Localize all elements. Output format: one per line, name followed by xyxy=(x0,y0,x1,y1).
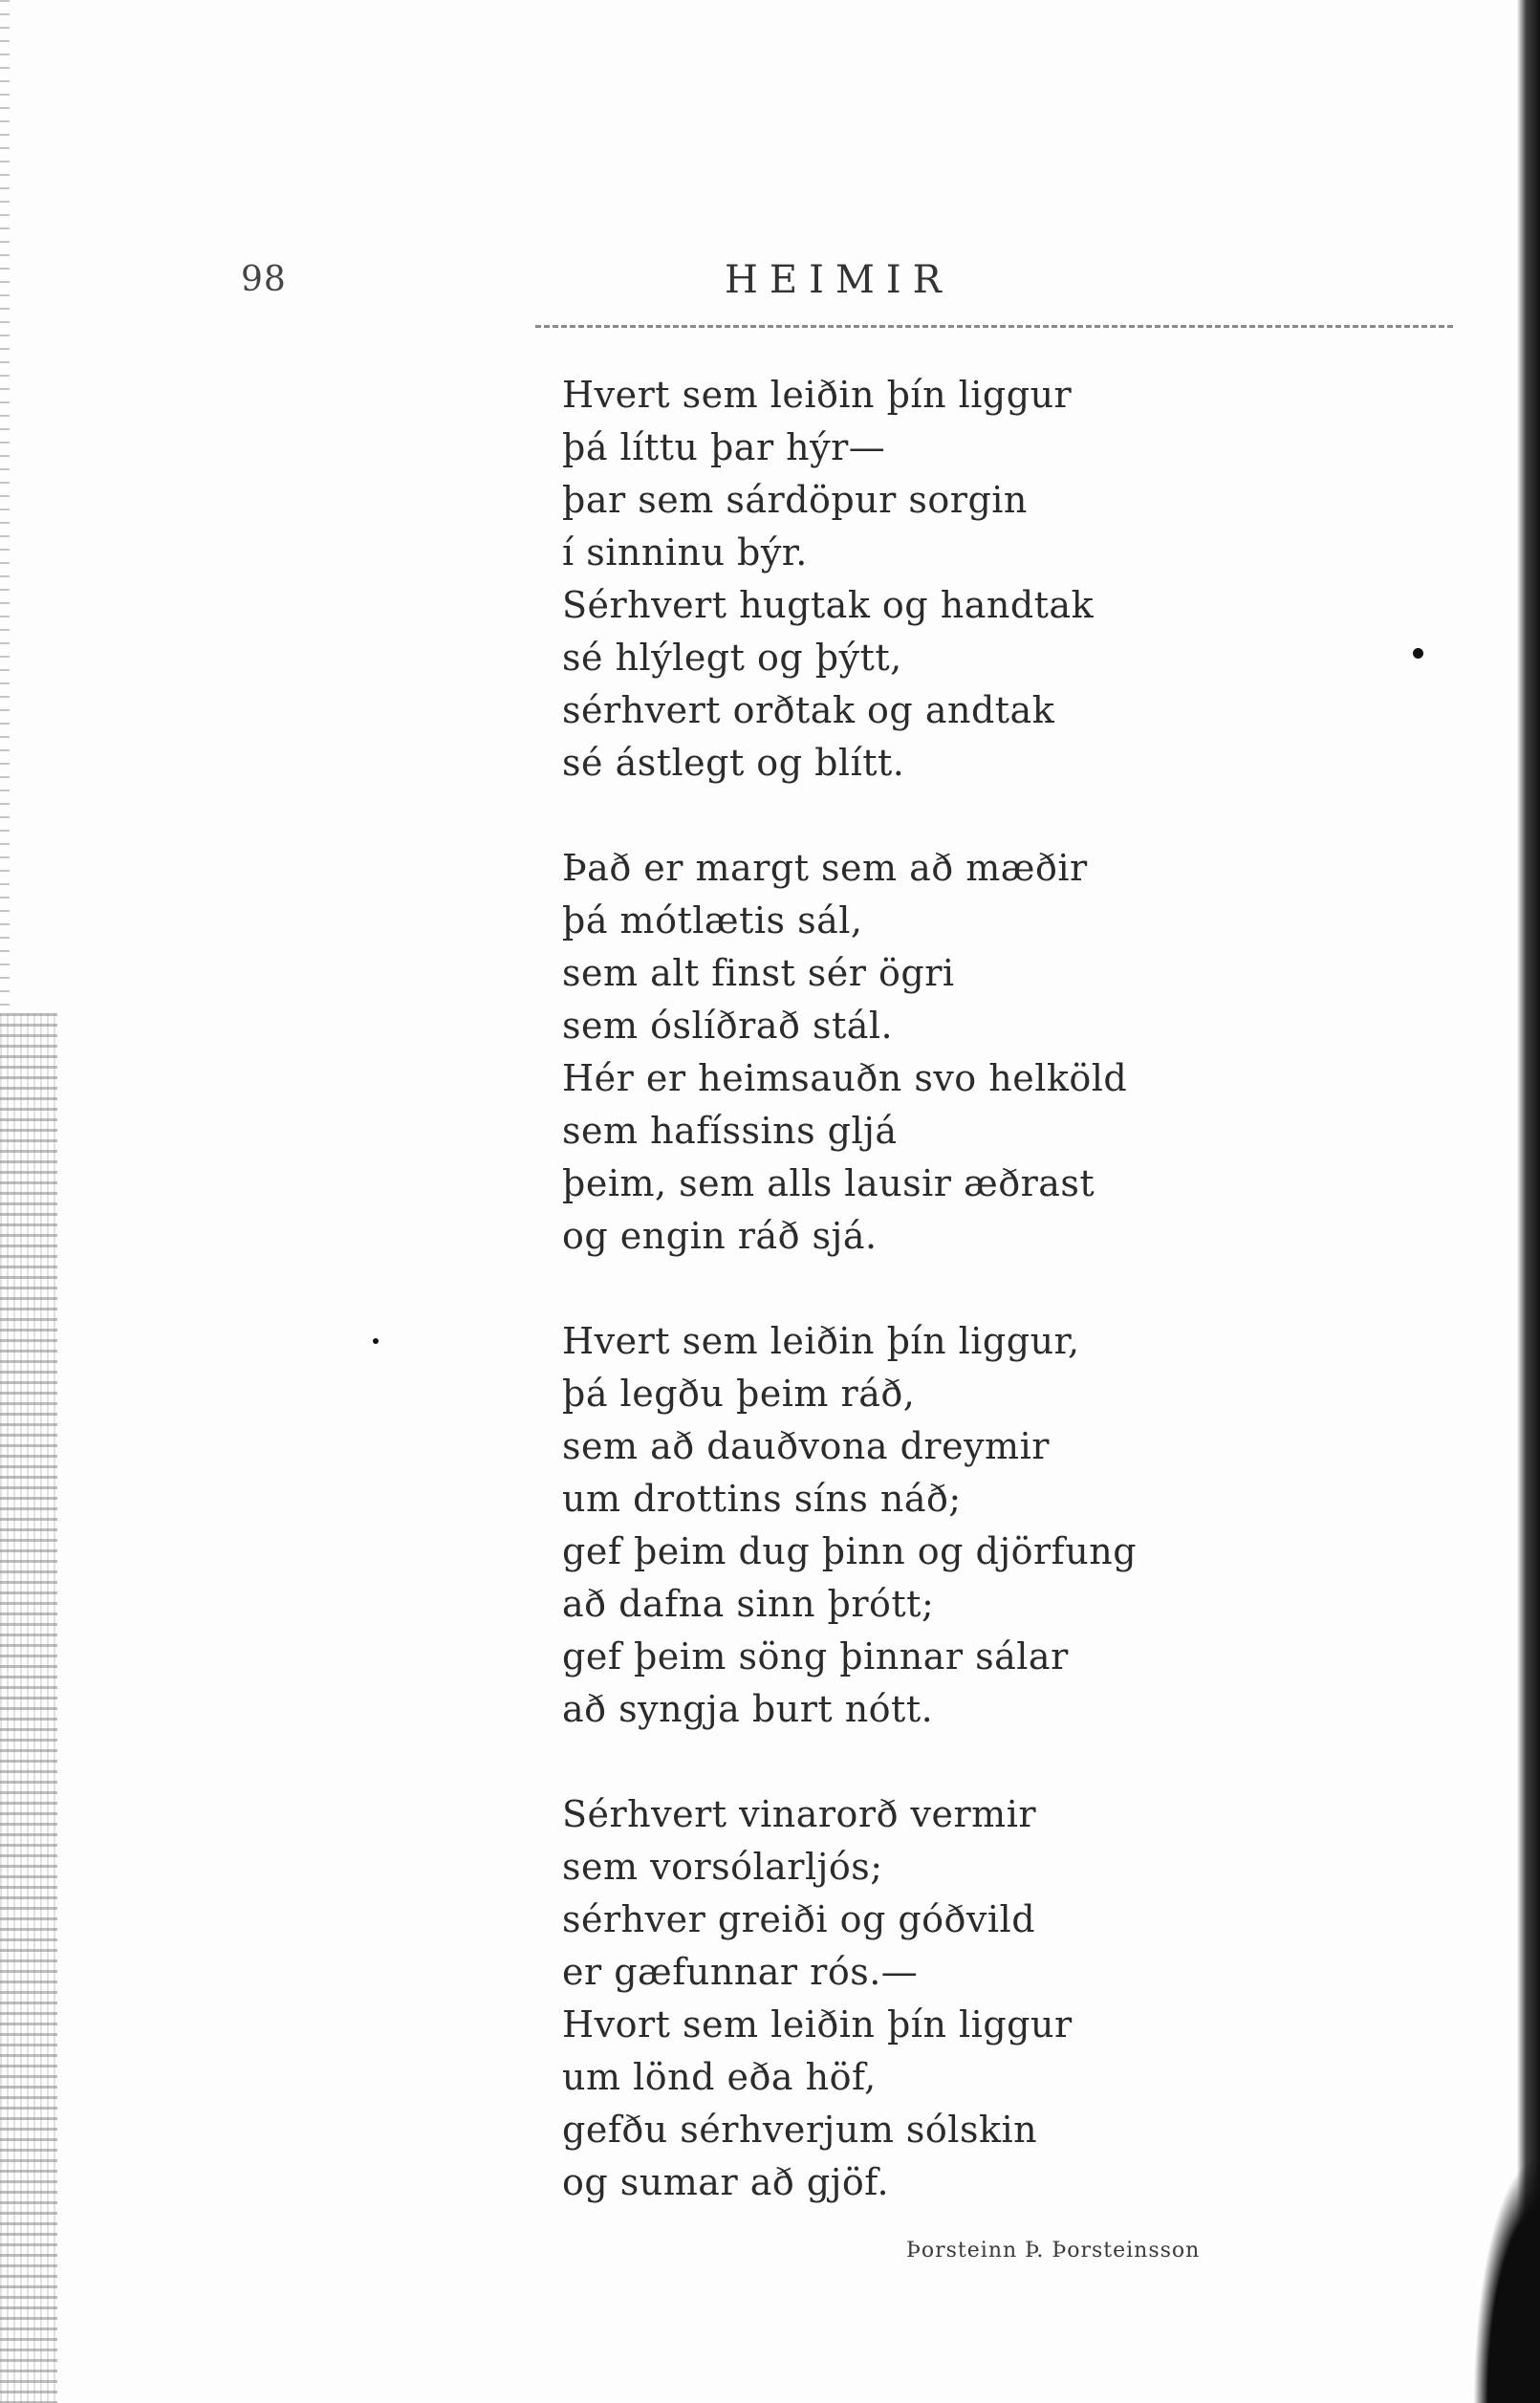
poem-line: Sérhvert vinarorð vermir xyxy=(562,1793,1037,1835)
binding-edge-noise xyxy=(0,1013,57,2403)
running-header-title: HEIMIR xyxy=(725,258,953,302)
stanza-1 xyxy=(562,369,1403,790)
poem-line: sem hafíssins gljá xyxy=(562,1110,898,1152)
binding-edge-top xyxy=(0,0,10,1013)
poem-line: sérhvert orðtak og andtak xyxy=(562,689,1055,731)
header-rule xyxy=(535,325,1453,328)
poem-line: sérhver greiði og góðvild xyxy=(562,1898,1036,1940)
page-right-edge-shadow xyxy=(1517,0,1540,2403)
poem-line: og engin ráð sjá. xyxy=(562,1215,878,1257)
page-number: 98 xyxy=(241,260,287,299)
poem-line: Hvort sem leiðin þín liggur xyxy=(562,2003,1073,2046)
poem-line: í sinninu býr. xyxy=(562,531,808,574)
poem-line: sem alt finst sér ögri xyxy=(562,952,955,994)
poem-line: þá mótlætis sál, xyxy=(562,899,863,942)
author-signature: Þorsteinn Þ. Þorsteinsson xyxy=(906,2239,1201,2262)
ink-speck xyxy=(373,1338,379,1344)
poem-line: þeim, sem alls lausir æðrast xyxy=(562,1162,1095,1204)
poem-line: um lönd eða höf, xyxy=(562,2056,877,2098)
poem-line: þar sem sárdöpur sorgin xyxy=(562,479,1028,521)
poem-line: sé hlýlegt og þýtt, xyxy=(562,637,902,679)
poem-body xyxy=(562,369,1403,2209)
poem-line: sé ástlegt og blítt. xyxy=(562,742,905,784)
poem-line: að syngja burt nótt. xyxy=(562,1688,934,1730)
poem-line: gef þeim dug þinn og djörfung xyxy=(562,1530,1138,1572)
poem-line: er gæfunnar rós.— xyxy=(562,1951,919,1993)
poem-line: Hvert sem leiðin þín liggur xyxy=(562,374,1073,416)
poem-line: sem að dauðvona dreymir xyxy=(562,1425,1050,1467)
poem-line: sem óslíðrað stál. xyxy=(562,1005,894,1047)
poem-line: þá legðu þeim ráð, xyxy=(562,1373,916,1415)
poem-line: um drottins síns náð; xyxy=(562,1478,962,1520)
ink-speck xyxy=(1413,648,1423,659)
poem-line: Hvert sem leiðin þín liggur, xyxy=(562,1320,1080,1362)
page-curl-shadow xyxy=(1473,2154,1540,2403)
poem-line: að dafna sinn þrótt; xyxy=(562,1583,935,1625)
poem-line: gefðu sérhverjum sólskin xyxy=(562,2109,1038,2151)
poem-line: sem vorsólarljós; xyxy=(562,1846,883,1888)
poem-line: Sérhvert hugtak og handtak xyxy=(562,584,1095,626)
stanza-2 xyxy=(562,842,1403,1263)
poem-line: Það er margt sem að mæðir xyxy=(562,847,1088,889)
stanza-3 xyxy=(562,1315,1403,1736)
poem-line: og sumar að gjöf. xyxy=(562,2161,890,2203)
poem-line: Hér er heimsauðn svo helköld xyxy=(562,1057,1128,1099)
poem-line: þá líttu þar hýr— xyxy=(562,426,886,468)
stanza-4 xyxy=(562,1788,1403,2209)
poem-line: gef þeim söng þinnar sálar xyxy=(562,1635,1069,1678)
